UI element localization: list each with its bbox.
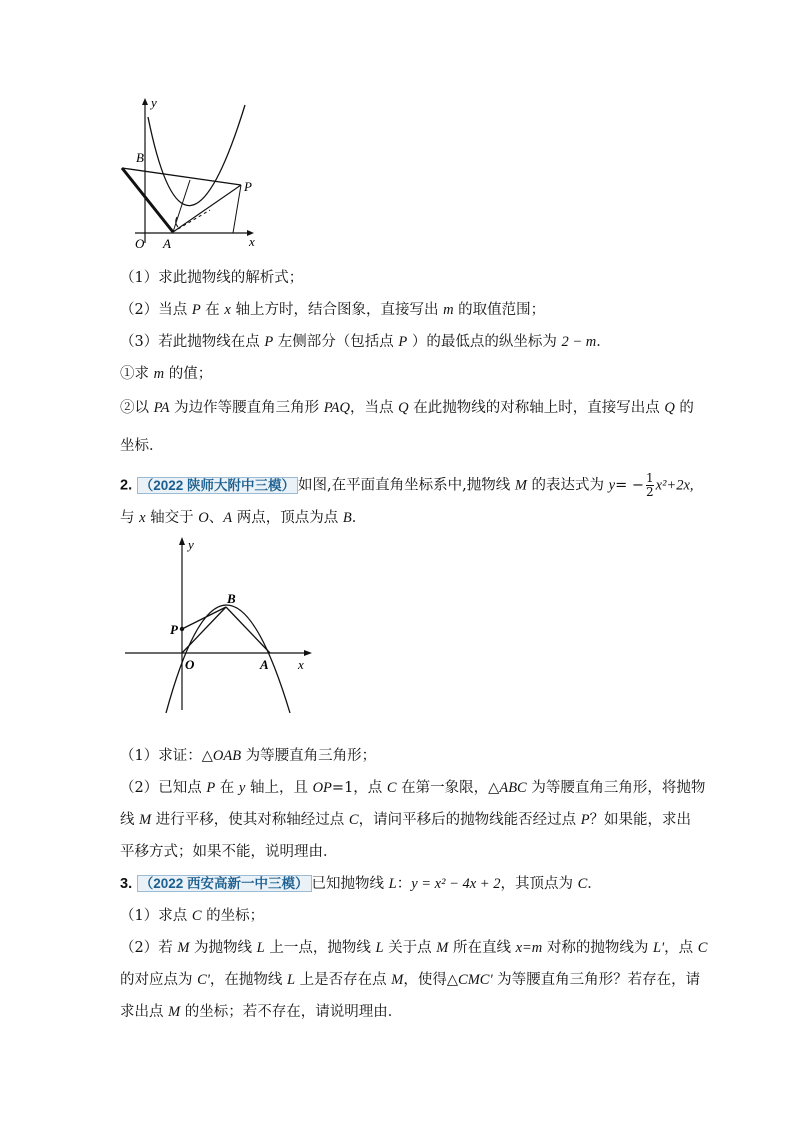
p2-question-2: （2）已知点 P 在 y 轴上，且 OP=1，点 C 在第一象限，△ABC 为等腰直角三角形，将抛物 xyxy=(120,780,706,796)
label-x: x xyxy=(298,657,304,672)
y-axis-arrow xyxy=(142,98,148,105)
p3-source-tag: （2022 西安高新一中三模） xyxy=(137,875,312,892)
label-P: P xyxy=(170,622,178,637)
segment-PB xyxy=(182,607,226,629)
fraction-one-half: $\frac{1}{2}$ xyxy=(646,471,654,499)
p3-question-2-line3: 求出点 M 的坐标；若不存在，请说明理由． xyxy=(120,1004,403,1020)
x-axis-arrow xyxy=(304,650,312,656)
p1-sub-2-cont: 坐标． xyxy=(120,438,164,454)
label-O: O xyxy=(185,657,195,672)
figure-2-parabola xyxy=(120,535,320,715)
label-O: O xyxy=(135,236,145,251)
p2-question-2-line2: 线 M 进行平移，使其对称轴经过点 C，请问平移后的抛物线能否经过点 P？如果能，求出 xyxy=(120,812,692,828)
label-y: y xyxy=(151,95,157,110)
segment-BP xyxy=(122,168,241,185)
y-axis-arrow xyxy=(179,537,185,545)
label-B: B xyxy=(227,591,236,606)
aux-line-2 xyxy=(233,185,241,233)
label-A: A xyxy=(260,657,269,672)
p1-question-1: （1）求此抛物线的解析式； xyxy=(120,270,304,286)
p1-sub-2: ②以 PA 为边作等腰直角三角形 PAQ，当点 Q 在此抛物线的对称轴上时，直接写出点 Q 的 xyxy=(120,400,694,416)
p3-question-1: （1）求点 C 的坐标； xyxy=(120,908,265,924)
p2-statement: 2. （2022 陕师大附中三模） 如图,在平面直角坐标系中,抛物线 M 的表达式为 y= − $\frac{1}{2}$ x²+2x, xyxy=(120,471,694,499)
p1-question-2: （2）当点 P 在 x 轴上方时，结合图象，直接写出 m 的取值范围； xyxy=(120,302,546,318)
segment-AP xyxy=(173,185,241,232)
dashed-line xyxy=(173,210,210,232)
label-y: y xyxy=(188,537,194,552)
label-x: x xyxy=(249,234,255,249)
segment-BA xyxy=(226,607,270,653)
figure-1-parabola-sketch xyxy=(110,95,270,255)
p3-statement: 3. （2022 西安高新一中三模） 已知抛物线 L：y = x² − 4x + 2，其顶点为 C． xyxy=(120,876,602,892)
segment-OB xyxy=(182,607,226,653)
label-P: P xyxy=(244,179,252,194)
p1-sub-1: ①求 m 的值； xyxy=(120,366,213,382)
p2-source-tag: （2022 陕师大附中三模） xyxy=(137,477,298,494)
p2-question-1: （1）求证：△OAB 为等腰直角三角形； xyxy=(120,748,377,764)
p3-question-2-line2: 的对应点为 C'，在抛物线 L 上是否存在点 M，使得△CMC' 为等腰直角三角形？若存在，请 xyxy=(120,972,701,988)
parabola-curve xyxy=(148,105,245,206)
point-P xyxy=(180,627,184,631)
label-B: B xyxy=(136,150,144,165)
p1-question-3: （3）若此抛物线在点 P 左侧部分（包括点 P ）的最低点的纵坐标为 2 − m． xyxy=(120,334,611,350)
p3-question-2: （2）若 M 为抛物线 L 上一点，抛物线 L 关于点 M 所在直线 x=m 对称的抛物线为 L'，点 C xyxy=(120,940,708,956)
label-A: A xyxy=(163,236,171,251)
p2-statement-cont: 与 x 轴交于 O、A 两点，顶点为点 B． xyxy=(120,510,367,526)
p2-question-2-line3: 平移方式；如果不能，说明理由． xyxy=(120,844,338,860)
